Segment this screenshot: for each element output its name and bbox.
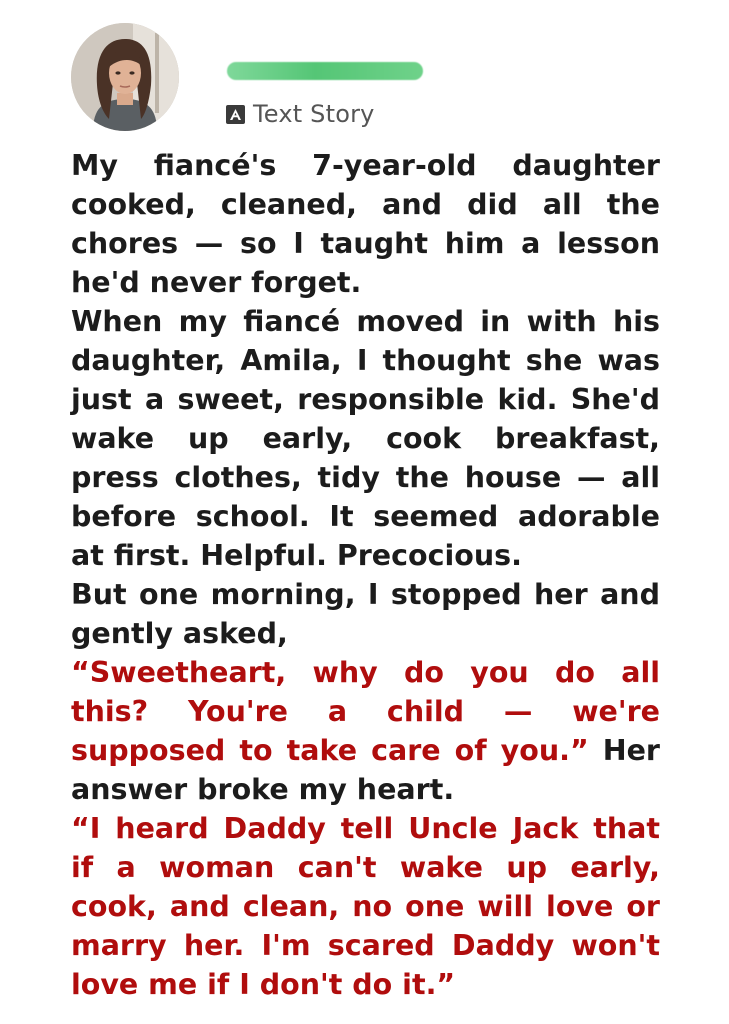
story-body (71, 146, 660, 1004)
story-paragraph: When my fiancé moved in with his daughter, Amila, I thought she was just a sweet, responsible kid. She'd wake up early, cook breakfast, press clothes, tidy the house — all before school. It seemed adorable at first. Helpful. Precocious. (71, 305, 660, 572)
story-paragraph-with-quote (71, 653, 660, 809)
story-type-label: Text Story (253, 100, 375, 128)
story-text: Her answer broke my heart. (71, 734, 660, 806)
story-paragraph: But one morning, I stopped her and gently asked, (71, 578, 660, 650)
story-title: My fiancé's 7-year-old daughter cooked, cleaned, and did all the chores — so I taught him a lesson he'd never forget. (71, 149, 660, 299)
username-redacted-bar (227, 62, 423, 80)
letter-a-icon (226, 105, 245, 124)
quote-text: “Sweetheart, why do you do all this? You're a child — we're supposed to take care of you.” (71, 656, 660, 767)
quote-text: “I heard Daddy tell Uncle Jack that if a woman can't wake up early, cook, and clean, no one will love or marry her. I'm scared Daddy won't love me if I don't do it.” (71, 812, 660, 1001)
woman-portrait-image (71, 23, 179, 131)
avatar[interactable] (71, 23, 179, 131)
post-header (0, 0, 729, 150)
story-type-tag (226, 101, 375, 127)
